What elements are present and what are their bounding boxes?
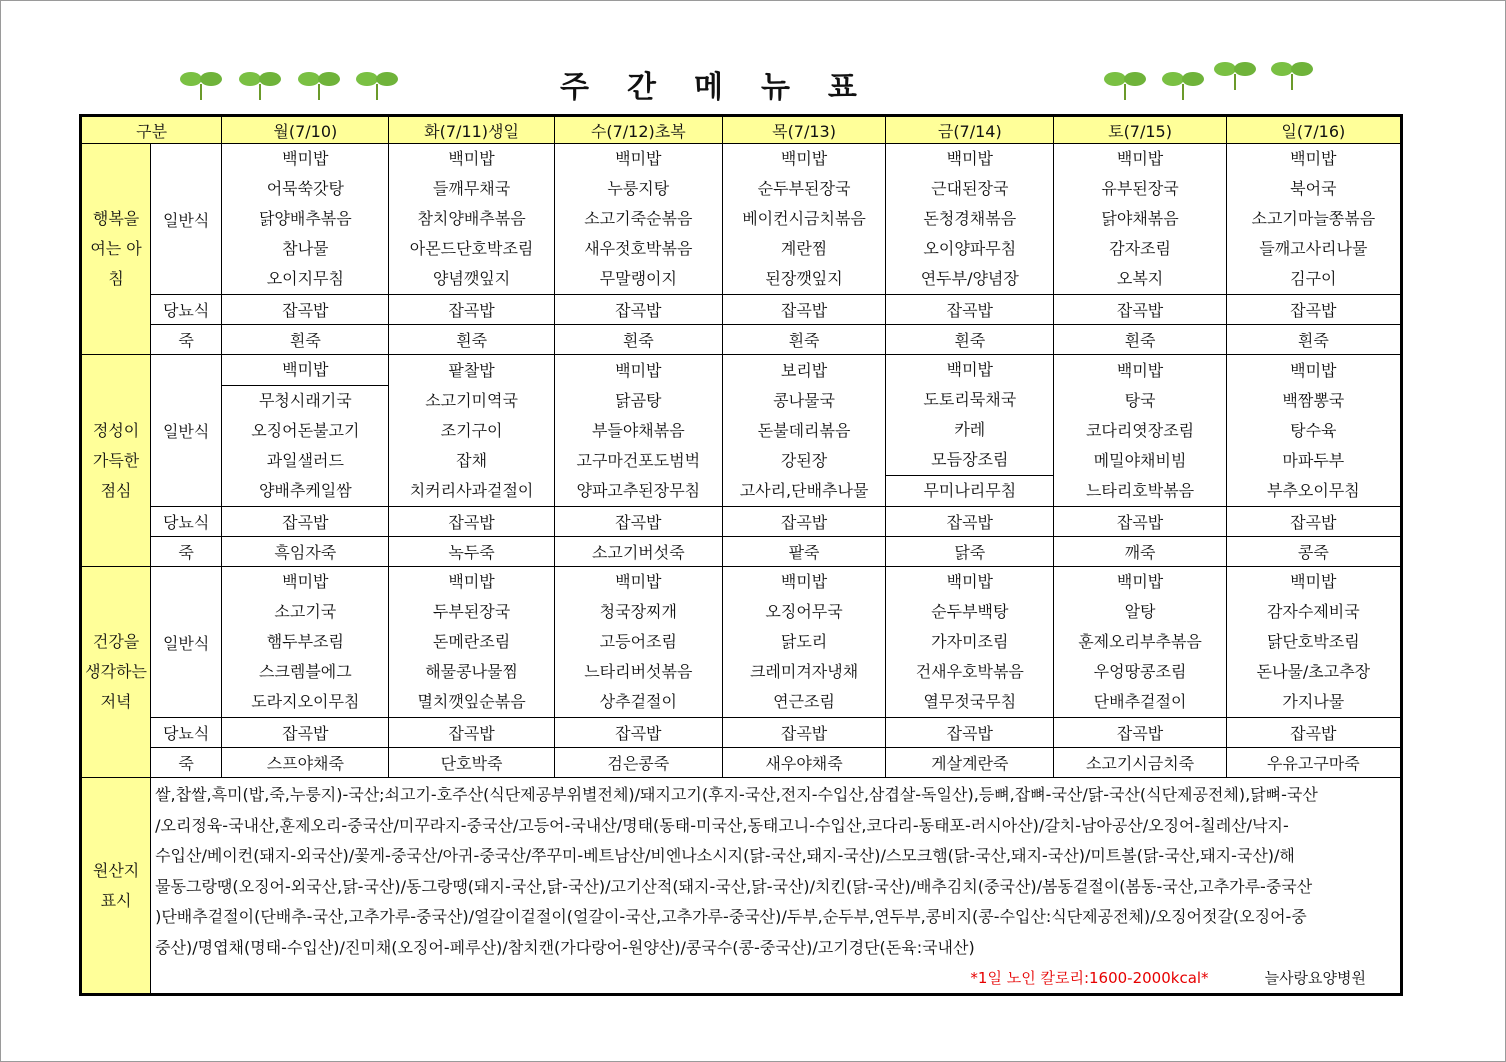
type-diabetic: 당뇨식: [151, 507, 222, 537]
origin-line: 중산)/명엽채(명태-수입산)/진미채(오징어-페루산)/참치캔(가다랑어-원양산)/콩국수(콩-중국산)/고기경단(돈육:국내산): [155, 937, 975, 957]
menu-item: 어묵쑥갓탕: [266, 179, 344, 198]
menu-item: 연두부/양념장: [920, 269, 1019, 288]
menu-cell: [886, 567, 1054, 718]
menu-item: 소고기마늘쫑볶음: [1251, 209, 1376, 228]
menu-item: 백미밥: [1116, 360, 1164, 380]
menu-item: 무미나리무침: [886, 475, 1053, 506]
menu-item: 백미밥: [946, 572, 993, 591]
meal-label-text: 건강을 생각하는 저녁: [85, 632, 147, 711]
menu-item: 순두부된장국: [757, 179, 851, 198]
header-category: 구분: [81, 116, 222, 144]
diabetic-cell: 잡곡밥: [222, 718, 389, 748]
origin-label: [81, 778, 151, 995]
menu-cell: [1054, 567, 1226, 718]
menu-item: 백미밥: [448, 149, 495, 168]
row-lunch-porridge: [81, 537, 1402, 567]
menu-item: 고구마건포도범벅: [576, 450, 701, 470]
menu-item: 백미밥: [1290, 149, 1337, 168]
diabetic-cell: 잡곡밥: [554, 718, 722, 748]
menu-item: 돈청경채볶음: [923, 209, 1017, 228]
menu-item: 오이양파무침: [923, 239, 1017, 258]
menu-item: 해물콩나물찜: [425, 662, 518, 681]
menu-cell: [1226, 567, 1401, 718]
menu-item: 크레미겨자냉채: [749, 662, 859, 681]
menu-item: 카레: [954, 420, 986, 439]
type-diabetic: 당뇨식: [151, 295, 222, 325]
diabetic-cell: 잡곡밥: [222, 295, 389, 325]
porridge-cell: 흰죽: [1226, 325, 1401, 355]
menu-cell: [1054, 355, 1226, 507]
porridge-cell: 흰죽: [886, 325, 1054, 355]
menu-item: 코다리엿장조림: [1085, 420, 1195, 440]
menu-item: 계란찜: [780, 239, 828, 258]
menu-item-list: [222, 144, 388, 294]
menu-cell: [389, 144, 554, 295]
menu-item: 근대된장국: [931, 179, 1009, 198]
menu-item: 양념깻잎지: [432, 269, 511, 288]
menu-item: 유부된장국: [1101, 179, 1179, 198]
menu-item: 양파고추된장무침: [576, 480, 701, 500]
hospital-name: 늘사랑요양병원: [1264, 968, 1366, 987]
menu-item: 백미밥: [1116, 572, 1164, 591]
menu-item-list: [886, 567, 1053, 717]
sprout-icon: [1212, 56, 1258, 90]
menu-item: 백미밥: [1116, 149, 1164, 168]
menu-item: 햄두부조림: [266, 632, 344, 651]
diabetic-cell: 잡곡밥: [1226, 507, 1401, 537]
porridge-cell: 흰죽: [554, 325, 722, 355]
menu-item-list: [1054, 356, 1225, 506]
diabetic-cell: 잡곡밥: [722, 507, 885, 537]
porridge-cell: 녹두죽: [389, 537, 554, 567]
menu-item: 감자조림: [1109, 239, 1171, 258]
menu-item-list: [1054, 567, 1225, 717]
header-day: 토(7/15): [1054, 116, 1226, 144]
menu-item: 도라지오이무침: [251, 692, 360, 711]
type-diabetic: 당뇨식: [151, 718, 222, 748]
menu-item: 백짬뽕국: [1282, 390, 1345, 410]
porridge-cell: 닭죽: [886, 537, 1054, 567]
menu-item-list: [1227, 356, 1400, 506]
type-porridge: 죽: [151, 537, 222, 567]
diabetic-cell: 잡곡밥: [1054, 718, 1226, 748]
sprout-icon: [354, 66, 400, 100]
menu-cell: [1226, 144, 1401, 295]
meal-label-text: 행복을 여는 아침: [90, 209, 142, 288]
menu-item: 콩나물국: [773, 390, 835, 410]
origin-line: 쌀,찹쌀,흑미(밥,죽,누룽지)-국산;쇠고기-호주산(식단제공부위별전체)/돼지고기(후지-국산,전지-수입산,삼겹살-독일산),등뼈,잡뼈-국산/닭-국산(식단제공전체),닭뼈-국산: [155, 785, 1318, 804]
menu-cell: [554, 567, 722, 718]
sprout-icon: [1269, 56, 1315, 90]
menu-item: 팥찰밥: [448, 360, 495, 380]
menu-item-list: [222, 355, 388, 506]
menu-cell: [722, 144, 885, 295]
porridge-cell: 스프야채죽: [222, 748, 389, 778]
origin-line: 물동그랑땡(오징어-외국산,닭-국산)/동그랑땡(돼지-국산,닭-국산)/고기산적(돼지-국산,닭-국산)/치킨(닭-국산)/배추김치(중국산)/봄동겉절이(봄동-국산,고추가루-중국산: [155, 876, 1313, 896]
menu-item: 부들야채볶음: [591, 420, 685, 440]
menu-item: 아몬드단호박조림: [409, 239, 534, 258]
diabetic-cell: 잡곡밥: [1054, 295, 1226, 325]
menu-item: 백미밥: [448, 572, 495, 591]
row-dinner-diabetic: [81, 718, 1402, 748]
menu-item: 소고기국: [274, 602, 337, 621]
menu-item: 소고기죽순볶음: [584, 209, 693, 228]
row-origin: [81, 778, 1402, 995]
sprout-icon: [237, 66, 283, 100]
menu-item: 돈불데리볶음: [757, 420, 851, 440]
menu-item-list: [389, 144, 553, 294]
porridge-cell: 게살계란죽: [886, 748, 1054, 778]
origin-line: 수입산/베이컨(돼지-외국산)/꽃게-중국산/아귀-중국산/쭈꾸미-베트남산/비엔나소시지(닭-국산,돼지-국산)/스모크햄(닭-국산,돼지-국산)/미트볼(닭-국산,돼지-국산)/해: [155, 846, 1295, 865]
menu-item: 백미밥: [946, 149, 993, 168]
menu-cell: [389, 355, 554, 507]
row-breakfast-general: [81, 144, 1402, 295]
menu-cell: [886, 144, 1054, 295]
menu-item-list: [555, 144, 722, 294]
menu-item: 보리밥: [780, 360, 828, 380]
menu-item: 오징어무국: [765, 602, 843, 621]
origin-label-text: 원산지 표시: [92, 860, 140, 910]
row-dinner-porridge: [81, 748, 1402, 778]
type-general: 일반식: [151, 144, 222, 295]
menu-item: 느타리버섯볶음: [584, 662, 693, 681]
row-dinner-general: [81, 567, 1402, 718]
porridge-cell: 콩죽: [1226, 537, 1401, 567]
sprout-icon: [1102, 66, 1148, 100]
menu-item-list: [723, 356, 885, 506]
menu-item-list: [1227, 144, 1400, 294]
menu-item: 고사리,단배추나물: [739, 480, 869, 500]
menu-item-list: [723, 144, 885, 294]
menu-item-list: [222, 567, 388, 717]
porridge-cell: 흑임자죽: [222, 537, 389, 567]
meal-label-lunch: [81, 355, 151, 567]
diabetic-cell: 잡곡밥: [554, 507, 722, 537]
porridge-cell: 우유고구마죽: [1226, 748, 1401, 778]
menu-item: 백미밥: [282, 572, 329, 591]
menu-item: 스크렘블에그: [258, 662, 352, 681]
porridge-cell: 흰죽: [1054, 325, 1226, 355]
menu-item: 조기구이: [440, 420, 503, 440]
sprout-icon: [178, 66, 224, 100]
menu-item: 메밀야채비빔: [1093, 450, 1187, 470]
menu-item: 참치양배추볶음: [417, 209, 526, 228]
diabetic-cell: 잡곡밥: [722, 295, 885, 325]
header-day: 금(7/14): [886, 116, 1054, 144]
menu-item: 오이지무침: [266, 269, 344, 288]
menu-item: 청국장찌개: [599, 602, 677, 621]
menu-cell: [222, 144, 389, 295]
diabetic-cell: 잡곡밥: [554, 295, 722, 325]
menu-item: 상추겉절이: [599, 692, 677, 711]
header-day: 목(7/13): [722, 116, 885, 144]
type-porridge: 죽: [151, 325, 222, 355]
type-general: 일반식: [151, 567, 222, 718]
menu-item: 오징어돈불고기: [251, 421, 360, 440]
porridge-cell: 흰죽: [222, 325, 389, 355]
menu-item: 참나물: [282, 239, 329, 258]
menu-item: 돈메란조림: [432, 632, 511, 651]
menu-item: 훈제오리부추볶음: [1078, 632, 1202, 651]
menu-item-list: [886, 144, 1053, 294]
menu-item: 닭도리: [780, 632, 828, 651]
menu-item: 도토리묵채국: [923, 390, 1017, 409]
menu-cell: [722, 355, 885, 507]
diabetic-cell: 잡곡밥: [722, 718, 885, 748]
menu-item: 백미밥: [1290, 360, 1337, 380]
menu-item: 모듬장조림: [931, 450, 1009, 469]
menu-item: 두부된장국: [432, 602, 511, 621]
menu-item: 건새우호박볶음: [915, 662, 1024, 681]
menu-item: 들깨무채국: [432, 179, 511, 198]
menu-item-list: [389, 567, 553, 717]
menu-item: 백미밥: [615, 572, 662, 591]
menu-item: 잡채: [456, 450, 488, 470]
menu-cell: [1054, 144, 1226, 295]
menu-item: 마파두부: [1282, 450, 1345, 470]
origin-footer: [155, 963, 1396, 993]
header-day: 일(7/16): [1226, 116, 1401, 144]
type-porridge: 죽: [151, 748, 222, 778]
header-row: [81, 116, 1402, 144]
menu-item: 멸치깻잎순볶음: [417, 692, 526, 711]
row-breakfast-porridge: [81, 325, 1402, 355]
menu-item-list: [886, 355, 1053, 506]
porridge-cell: 팥죽: [722, 537, 885, 567]
menu-item: 느타리호박볶음: [1085, 480, 1195, 500]
menu-cell: [389, 567, 554, 718]
porridge-cell: 소고기시금치죽: [1054, 748, 1226, 778]
menu-item-list: [723, 567, 885, 717]
row-lunch-general: [81, 355, 1402, 507]
row-lunch-diabetic: [81, 507, 1402, 537]
menu-item: 양배추케일쌈: [258, 481, 352, 500]
diabetic-cell: 잡곡밥: [886, 507, 1054, 537]
menu-item: 백미밥: [615, 149, 662, 168]
menu-item: 백미밥: [282, 149, 329, 168]
origin-text: [151, 778, 1402, 995]
menu-item: 부추오이무침: [1266, 480, 1360, 500]
origin-line: /오리정육-국내산,훈제오리-중국산/미꾸라지-중국산/고등어-국내산/명태(동태-미국산,동태고니-수입산,코다리-동태포-러시아산)/갈치-남아공산/오징어-칠레산/낙지-: [155, 815, 1289, 835]
porridge-cell: 소고기버섯죽: [554, 537, 722, 567]
meal-label-text: 정성이 가득한 점심: [92, 420, 140, 500]
porridge-cell: 흰죽: [722, 325, 885, 355]
menu-item: 된장깻잎지: [765, 269, 843, 288]
menu-item: 연근조림: [773, 692, 835, 711]
menu-item: 백미밥: [946, 360, 993, 379]
menu-item: 소고기미역국: [425, 390, 518, 410]
porridge-cell: 새우야채죽: [722, 748, 885, 778]
menu-item: 알탕: [1124, 602, 1156, 621]
header-day: 화(7/11)생일: [389, 116, 554, 144]
origin-line: )단배추겉절이(단배추-국산,고추가루-중국산)/얼갈이겉절이(얼갈이-국산,고추가루-중국산)/두부,순두부,연두부,콩비지(콩-수입산:식단제공전체)/오징어젓갈(오징어-중: [155, 907, 1307, 926]
menu-cell: [1226, 355, 1401, 507]
menu-item: 베이컨시금치볶음: [742, 209, 866, 228]
diabetic-cell: 잡곡밥: [886, 295, 1054, 325]
menu-cell: [222, 355, 389, 507]
menu-item: 무말랭이지: [599, 269, 677, 288]
weekly-menu-table: [79, 114, 1403, 996]
meal-label-breakfast: [81, 144, 151, 355]
menu-cell: [886, 355, 1054, 507]
menu-item: 닭야채볶음: [1101, 209, 1179, 228]
menu-item-list: [555, 567, 722, 717]
menu-item: 김구이: [1290, 269, 1337, 288]
row-breakfast-diabetic: [81, 295, 1402, 325]
menu-item: 누룽지탕: [607, 179, 670, 198]
diabetic-cell: 잡곡밥: [1054, 507, 1226, 537]
menu-item: 새우젓호박볶음: [584, 239, 693, 258]
menu-item: 열무젓국무침: [923, 692, 1017, 711]
header-day: 월(7/10): [222, 116, 389, 144]
meal-label-dinner: [81, 567, 151, 778]
menu-item: 탕수육: [1290, 420, 1337, 440]
menu-item: 돈나물/초고추장: [1256, 662, 1371, 681]
menu-item-list: [1227, 567, 1400, 717]
menu-item: 백미밥: [1290, 572, 1337, 591]
porridge-cell: 깨죽: [1054, 537, 1226, 567]
calorie-note: *1일 노인 칼로리:1600-2000kcal*: [970, 968, 1209, 987]
porridge-cell: 검은콩죽: [554, 748, 722, 778]
menu-cell: [554, 355, 722, 507]
menu-item: 탕국: [1124, 390, 1156, 410]
menu-item: 가지나물: [1282, 692, 1345, 711]
diabetic-cell: 잡곡밥: [886, 718, 1054, 748]
menu-item: 무청시래기국: [222, 385, 388, 416]
porridge-cell: 단호박죽: [389, 748, 554, 778]
header-day: 수(7/12)초복: [554, 116, 722, 144]
diabetic-cell: 잡곡밥: [389, 295, 554, 325]
menu-item: 닭곰탕: [615, 390, 662, 410]
diabetic-cell: 잡곡밥: [1226, 295, 1401, 325]
diabetic-cell: 잡곡밥: [222, 507, 389, 537]
diabetic-cell: 잡곡밥: [389, 507, 554, 537]
menu-item: 백미밥: [615, 360, 662, 380]
menu-cell: [722, 567, 885, 718]
menu-item: 감자수제비국: [1266, 602, 1360, 621]
menu-item: 오복지: [1116, 269, 1164, 288]
menu-item-list: [389, 356, 553, 506]
menu-item: 들깨고사리나물: [1259, 239, 1368, 258]
diabetic-cell: 잡곡밥: [389, 718, 554, 748]
menu-item: 백미밥: [780, 149, 828, 168]
menu-item: 북어국: [1290, 179, 1337, 198]
menu-item: 닭양배추볶음: [258, 209, 352, 228]
menu-item-list: [555, 356, 722, 506]
menu-item: 고등어조림: [599, 632, 677, 651]
menu-item: 순두부백탕: [931, 602, 1009, 621]
menu-item-list: [1054, 144, 1225, 294]
porridge-cell: 흰죽: [389, 325, 554, 355]
menu-cell: [554, 144, 722, 295]
sprout-icon: [296, 66, 342, 100]
menu-item: 백미밥: [780, 572, 828, 591]
menu-item: 백미밥: [282, 360, 329, 379]
diabetic-cell: 잡곡밥: [1226, 718, 1401, 748]
menu-item: 가자미조림: [931, 632, 1009, 651]
type-general: 일반식: [151, 355, 222, 507]
menu-item: 강된장: [780, 450, 828, 470]
menu-item: 우엉땅콩조림: [1093, 662, 1187, 681]
page-title: 주간메뉴표: [560, 70, 895, 105]
sprout-icon: [1160, 66, 1206, 100]
menu-item: 단배추겉절이: [1093, 692, 1187, 711]
menu-cell: [222, 567, 389, 718]
menu-item: 닭단호박조림: [1266, 632, 1360, 651]
menu-item: 치커리사과겉절이: [409, 480, 534, 500]
menu-item: 과일샐러드: [266, 451, 344, 470]
